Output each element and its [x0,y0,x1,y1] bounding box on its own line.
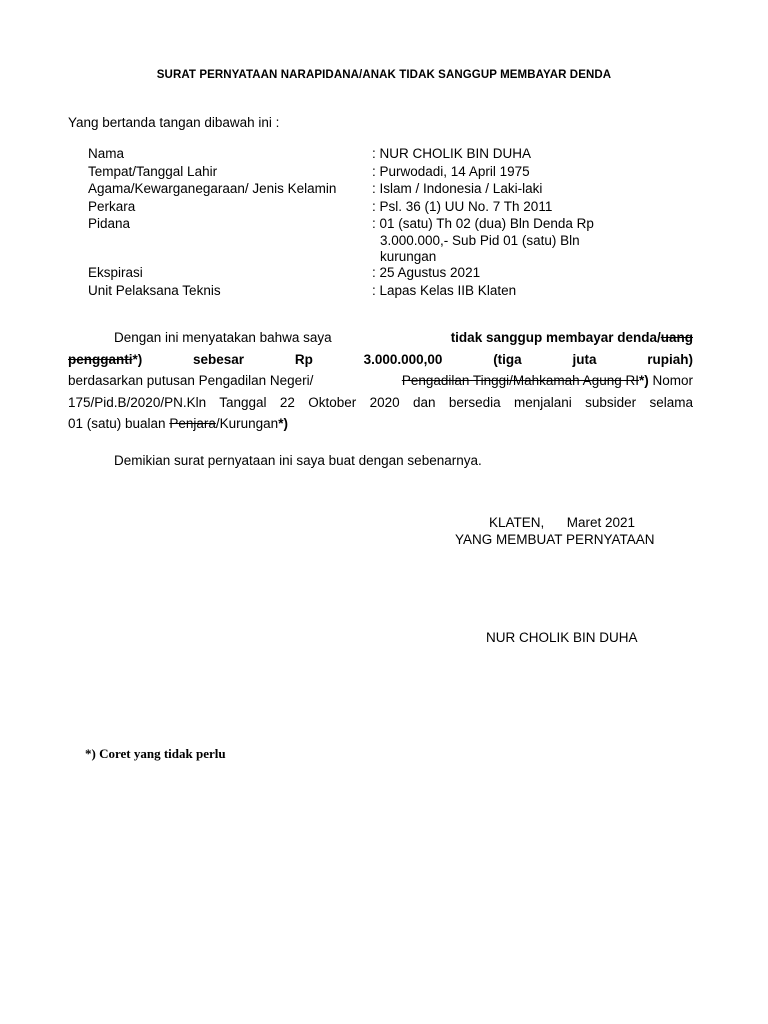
footnote-mark: *) [132,351,143,367]
para-bold-text: tidak sanggup membayar denda/ [450,330,661,345]
para-text: berdasarkan putusan Pengadilan Negeri/ [68,373,314,388]
statement-paragraph [68,327,693,435]
para-word: juta [572,351,597,367]
maker-label: YANG MEMBUAT PERNYATAAN [455,532,655,547]
footnote: *) Coret yang tidak perlu [85,746,226,761]
para-word: (tiga [493,351,522,367]
field-value-cont: kurungan [380,249,437,264]
signer-name: NUR CHOLIK BIN DUHA [486,630,638,645]
para-text: Nomor [648,373,693,388]
closing-text: Demikian surat pernyataan ini saya buat dengan sebenarnya. [114,453,482,468]
footnote-mark: *) [638,373,649,388]
para-line-3 [68,370,693,392]
para-word: rupiah) [647,351,693,367]
field-value-cont: 3.000.000,- Sub Pid 01 (satu) Bln [380,232,580,248]
para-text: /Kurungan [215,416,279,431]
para-struck-text: pengganti [68,351,133,367]
field-label: Tempat/Tanggal Lahir [88,163,218,179]
para-line-1 [68,327,693,349]
para-struck-text: Penjara [169,416,216,431]
document-title: SURAT PERNYATAAN NARAPIDANA/ANAK TIDAK SANGGUP MEMBAYAR DENDA [156,69,612,81]
field-value: : 25 Agustus 2021 [372,265,481,280]
field-label: Unit Pelaksana Teknis [88,283,221,298]
field-label: Perkara [88,198,136,214]
field-label: Pidana [88,216,131,231]
field-value: : Purwodadi, 14 April 1975 [372,163,530,179]
field-value: : 01 (satu) Th 02 (dua) Bln Denda Rp [372,216,594,231]
intro-text: Yang bertanda tangan dibawah ini : [68,115,280,130]
para-struck-text: Pengadilan Tinggi/Mahkamah Agung RI [401,373,639,388]
para-text: Dengan ini menyatakan bahwa saya [114,330,332,345]
field-label: Nama [88,146,125,161]
field-label: Ekspirasi [88,265,143,280]
field-value: : Psl. 36 (1) UU No. 7 Th 2011 [372,198,553,214]
footnote-mark: *) [278,416,288,431]
para-amount: 3.000.000,00 [363,351,443,367]
para-struck-text: uang [660,330,693,345]
field-value: : NUR CHOLIK BIN DUHA [372,146,532,161]
para-word: sebesar [193,351,245,367]
place-date: KLATEN, Maret 2021 [489,515,636,530]
closing-paragraph [68,450,693,472]
para-line-4: 175/Pid.B/2020/PN.Kln Tanggal 22 Oktober 2020 dan bersedia menjalani subsider selama [68,394,693,410]
para-word: Rp [294,351,313,367]
para-line-2 [68,349,693,371]
field-value: : Islam / Indonesia / Laki-laki [372,181,543,196]
field-label: Agama/Kewarganegaraan/ Jenis Kelamin [88,181,337,196]
para-text: 01 (satu) bualan [68,416,170,431]
para-line-5 [68,413,693,435]
field-value: : Lapas Kelas IIB Klaten [372,283,517,298]
